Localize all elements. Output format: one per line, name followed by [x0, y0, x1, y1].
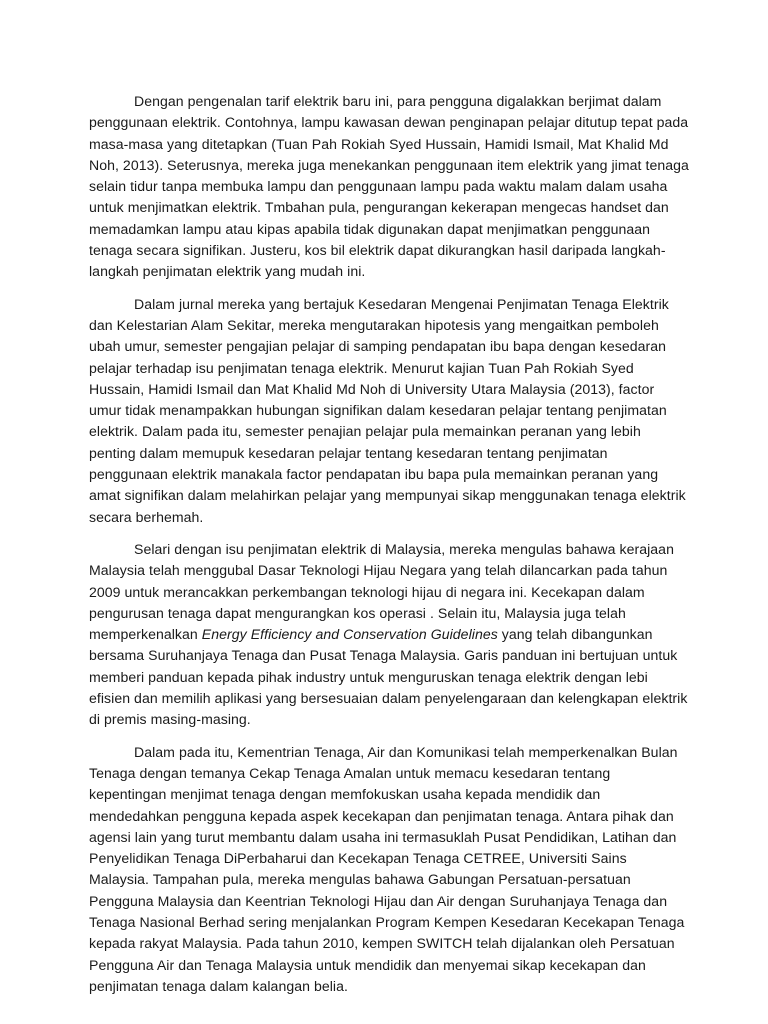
paragraph-3-text-before: Selari dengan isu penjimatan elektrik di Malaysia, mereka mengulas bahawa kerajaan Malaysia telah menggubal Dasar Teknologi Hijau Negara yang telah dilancarkan pada tahun 2009 untuk merancakkan perkembangan teknologi hijau di negara ini. Kecekapan dalam pengurusan tenaga dapat mengurangkan kos operasi . Selain itu, Malaysia juga telah memperkenalkan	[89, 540, 674, 643]
document-page	[89, 91, 689, 997]
paragraph-bulan-tenaga: Dalam pada itu, Kementrian Tenaga, Air dan Komunikasi telah memperkenalkan Bulan Tenaga dengan temanya Cekap Tenaga Amalan untuk memacu kesedaran tentang kepentingan menjimat tenaga dengan memfokuskan usaha kepada mendidik dan mendedahkan pengguna kepada aspek kecekapan dan penjimatan tenaga. Antara pihak dan agensi lain yang turut membantu dalam usaha ini termasuklah Pusat Pendidikan, Latihan dan Penyelidikan Tenaga DiPerbaharui dan Kecekapan Tenaga CETREE, Universiti Sains Malaysia. Tampahan pula, mereka mengulas bahawa Gabungan Persatuan-persatuan Pengguna Malaysia dan Keentrian Teknologi Hijau dan Air dengan Suruhanjaya Tenaga dan Tenaga Nasional Berhad sering menjalankan Program Kempen Kesedaran Kecekapan Tenaga kepada rakyat Malaysia. Pada tahun 2010, kempen SWITCH telah dijalankan oleh Persatuan Pengguna Air dan Tenaga Malaysia untuk mendidik dan menyemai sikap kecekapan dan penjimatan tenaga dalam kalangan belia.	[89, 743, 685, 994]
guidelines-title-italic: Energy Efficiency and Conservation Guidelines	[201, 626, 498, 643]
paragraph-dasar-teknologi-hijau	[89, 539, 689, 731]
paragraph-jurnal-kesedaran: Dalam jurnal mereka yang bertajuk Kesedaran Mengenai Penjimatan Tenaga Elektrik dan Kelestarian Alam Sekitar, mereka mengutarakan hipotesis yang mengaitkan pemboleh ubah umur, semester pengajian pelajar di samping pendapatan ibu bapa dengan kesedaran pelajar terhadap isu penjimatan tenaga elektrik. Menurut kajian Tuan Pah Rokiah Syed Hussain, Hamidi Ismail dan Mat Khalid Md Noh di University Utara Malaysia (2013), factor umur tidak menampakkan hubungan signifikan dalam kesedaran pelajar tentang penjimatan elektrik. Dalam pada itu, semester penajian pelajar pula memainkan peranan yang lebih penting dalam memupuk kesedaran pelajar tentang kesedaran tentang penjimatan penggunaan elektrik manakala factor pendapatan ibu bapa pula memainkan peranan yang amat signifikan dalam melahirkan pelajar yang mempunyai sikap menggunakan tenaga elektrik secara berhemah.	[89, 295, 686, 525]
paragraph-3-text-after: yang telah dibangunkan bersama Suruhanjaya Tenaga dan Pusat Tenaga Malaysia. Garis panduan ini bertujuan untuk memberi panduan kepada pihak industry untuk menguruskan tenaga elektrik dengan lebi efisien dan memilih aplikasi yang bersesuaian dalam penyelengaraan dan kelengkapan elektrik di premis masing-masing.	[89, 626, 688, 728]
paragraph-tarif-elektrik: Dengan pengenalan tarif elektrik baru ini, para pengguna digalakkan berjimat dalam penggunaan elektrik. Contohnya, lampu kawasan dewan penginapan pelajar ditutup tepat pada masa-masa yang ditetapkan (Tuan Pah Rokiah Syed Hussain, Hamidi Ismail, Mat Khalid Md Noh, 2013). Seterusnya, mereka juga menekankan penggunaan item elektrik yang jimat tenaga selain tidur tanpa membuka lampu dan penggunaan lampu pada waktu malam dalam usaha untuk menjimatkan elektrik. Tmbahan pula, pengurangan kekerapan mengecas handset dan memadamkan lampu atau kipas apabila tidak digunakan dapat menjimatkan penggunaan tenaga secara signifikan. Justeru, kos bil elektrik dapat dikurangkan hasil daripada langkah-langkah penjimatan elektrik yang mudah ini.	[89, 93, 689, 280]
